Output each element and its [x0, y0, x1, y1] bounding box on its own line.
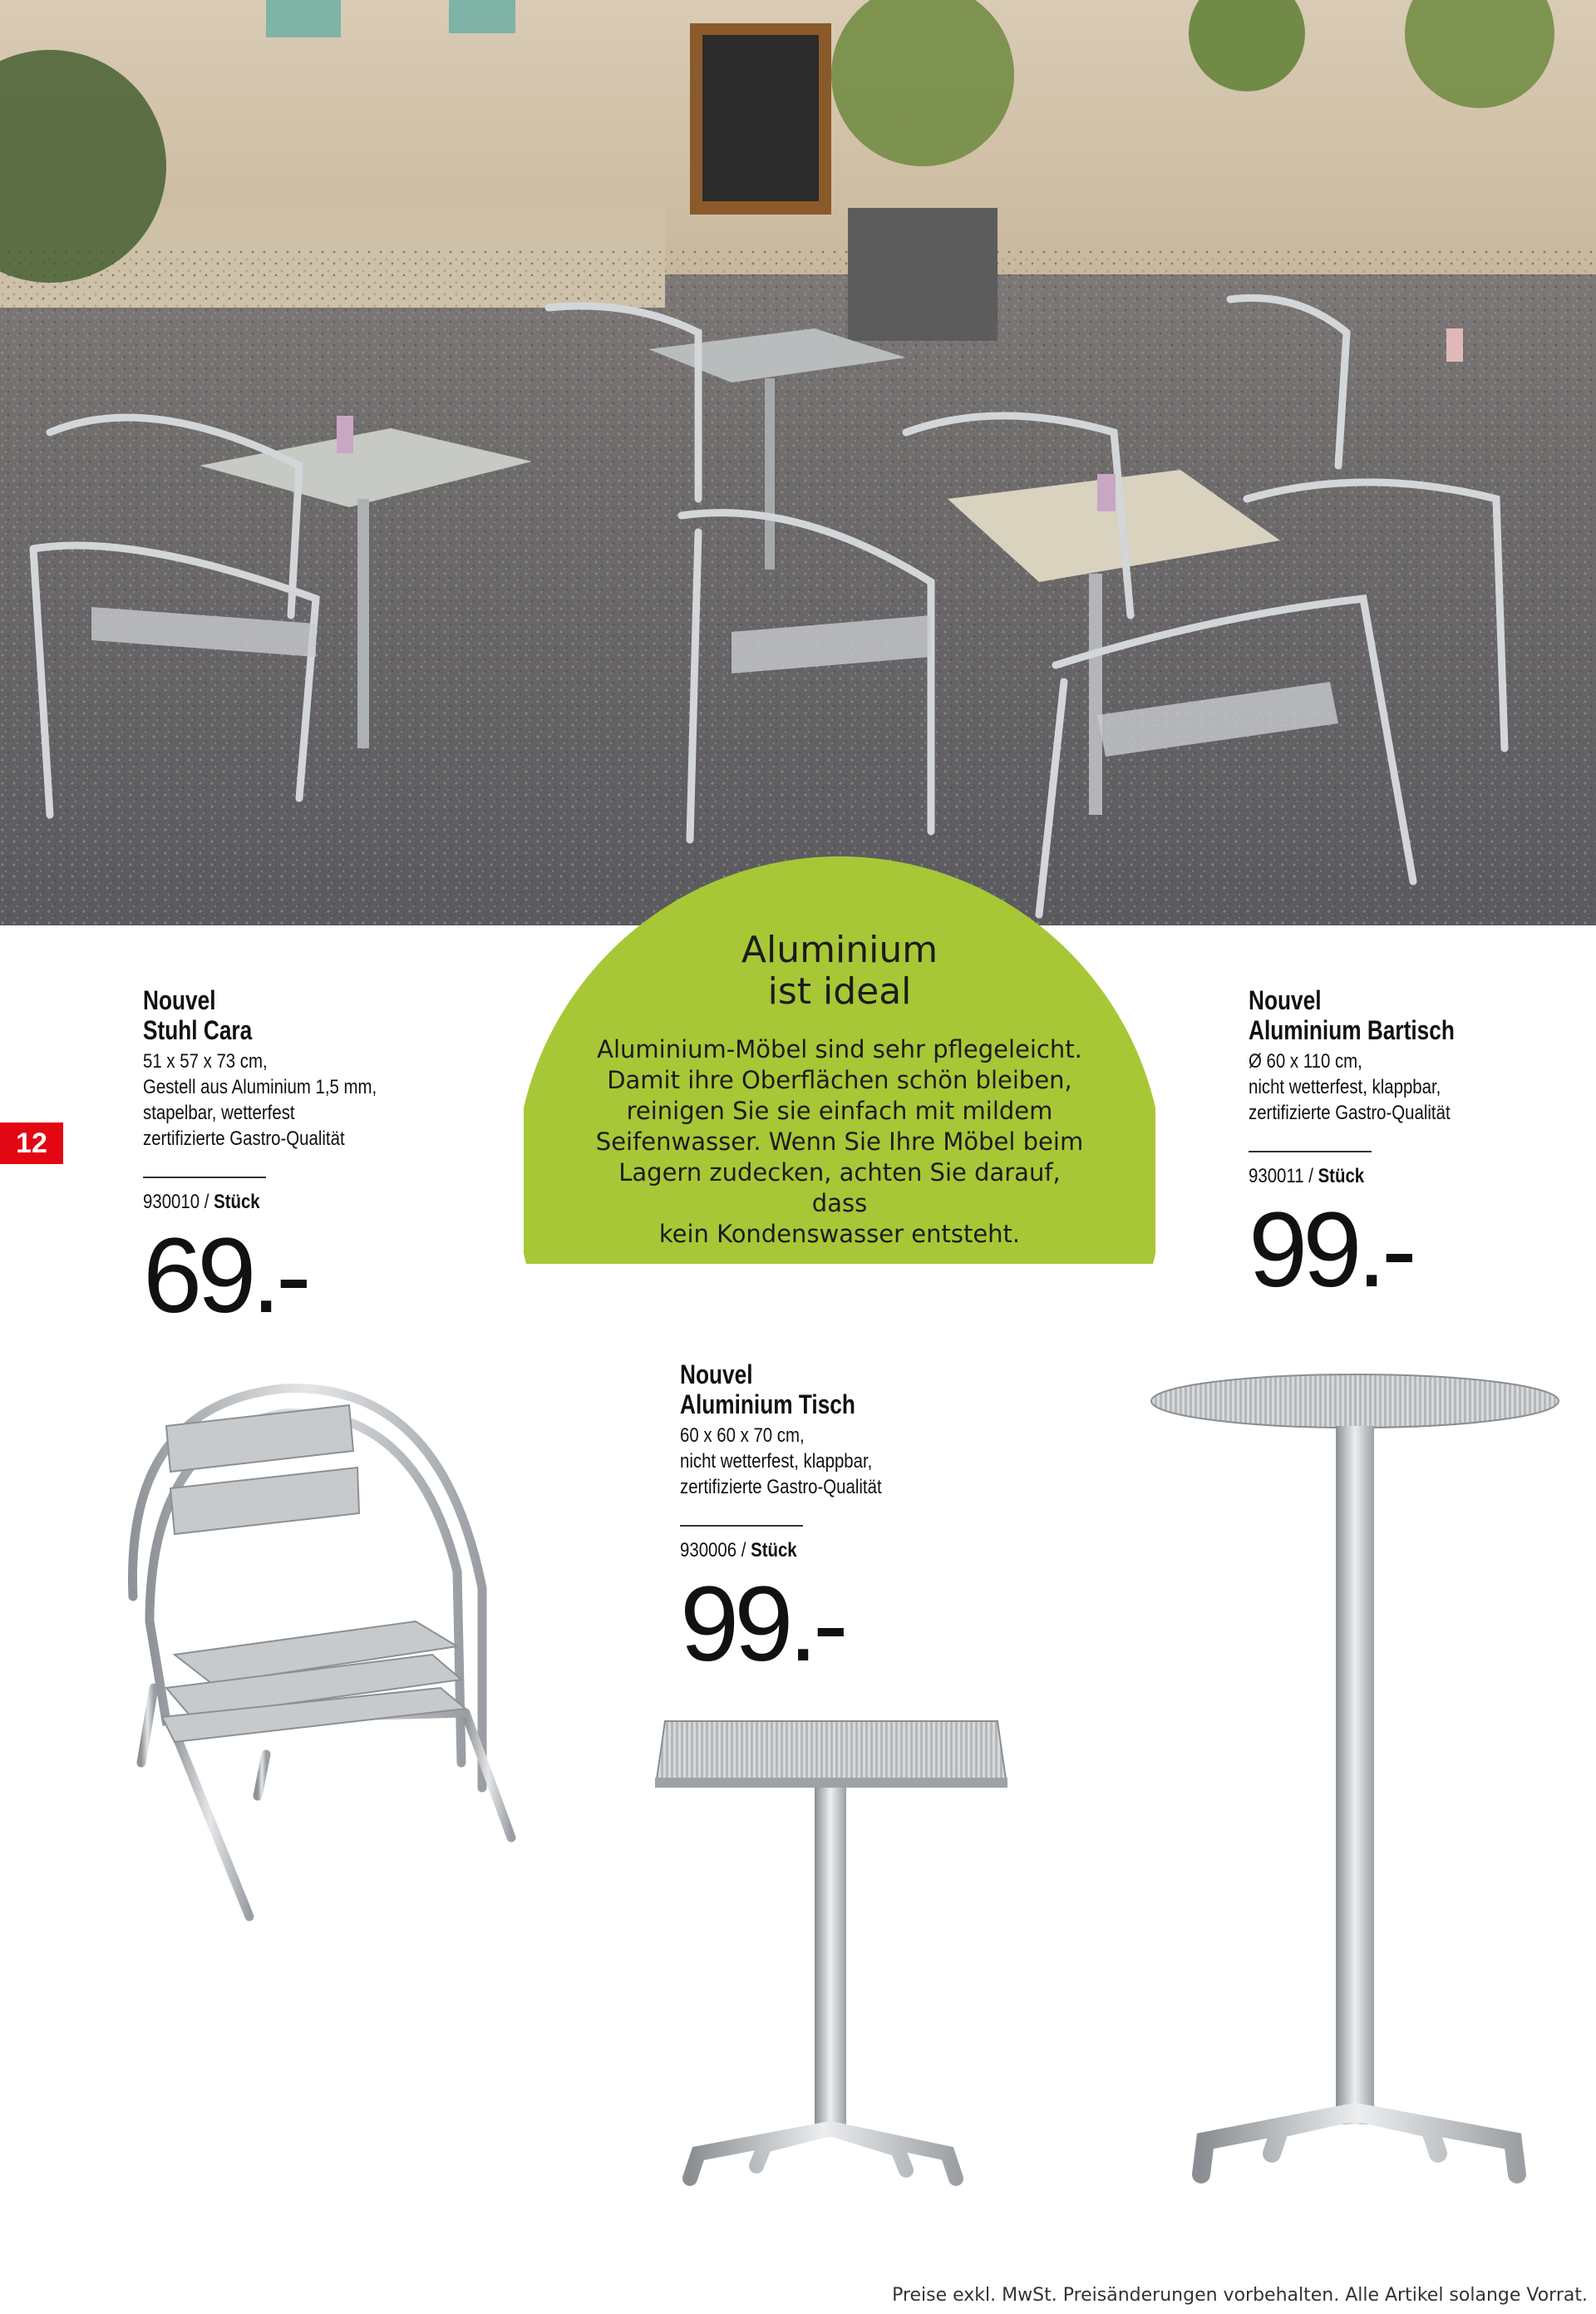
product-name: Stuhl Cara [143, 1015, 253, 1045]
info-title [590, 930, 1089, 1013]
product-ref: 930010 / Stück [143, 1191, 260, 1213]
product-desc-line: Ø 60 x 110 cm, [1249, 1050, 1362, 1073]
product-ref-number: 930011 [1249, 1165, 1304, 1187]
info-body-line: Seifenwasser. Wenn Sie Ihre Möbel beim [595, 1127, 1084, 1156]
product-table [680, 1359, 979, 1684]
product-name: Aluminium Tisch [680, 1389, 855, 1419]
info-body-line: reinigen Sie sie einfach mit mildem [626, 1097, 1053, 1125]
info-body-line: Lagern zudecken, achten Sie darauf, dass [618, 1158, 1061, 1217]
info-body-line: Damit ihre Oberflächen schön bleiben, [607, 1066, 1072, 1094]
product-desc-line: nicht wetterfest, klappbar, [1249, 1076, 1441, 1098]
product-brand: Nouvel [143, 985, 216, 1015]
product-chair [143, 985, 442, 1335]
product-bar-table [1249, 985, 1548, 1310]
product-desc-line: zertifizierte Gastro-Qualität [1249, 1102, 1451, 1124]
product-brand: Nouvel [680, 1359, 753, 1389]
product-desc-line: 60 x 60 x 70 cm, [680, 1424, 805, 1447]
divider [680, 1525, 803, 1527]
product-description [143, 1048, 397, 1152]
product-ref-number: 930010 [143, 1191, 200, 1213]
product-description [680, 1423, 934, 1500]
product-desc-line: 51 x 57 x 73 cm, [143, 1050, 268, 1073]
product-desc-line: Gestell aus Aluminium 1,5 mm, [143, 1076, 377, 1098]
info-body [590, 1034, 1089, 1250]
footer-note: Preise exkl. MwSt. Preisänderungen vorbehalten. Alle Artikel solange Vorrat. [892, 2285, 1588, 2306]
product-brand: Nouvel [1249, 985, 1322, 1015]
product-unit: Stück [214, 1191, 260, 1213]
info-title-line: Aluminium [741, 929, 938, 971]
divider [1249, 1151, 1372, 1152]
product-ref: 930006 / Stück [680, 1539, 797, 1562]
product-price: 69.- [143, 1216, 307, 1335]
info-body-line: Aluminium-Möbel sind sehr pflegeleicht. [597, 1035, 1082, 1063]
bar-table-image [1147, 1364, 1563, 2203]
product-desc-line: stapelbar, wetterfest [143, 1102, 295, 1124]
product-ref: 930011 / Stück [1249, 1165, 1365, 1187]
table-image [648, 1713, 1014, 2195]
product-unit: Stück [1318, 1165, 1365, 1187]
info-title-line: ist ideal [767, 970, 912, 1013]
chair-image [116, 1372, 532, 1946]
divider [143, 1177, 266, 1178]
hero-photo [0, 0, 1596, 925]
info-bubble [524, 856, 1155, 1264]
product-desc-line: zertifizierte Gastro-Qualität [143, 1127, 345, 1150]
info-body-line: kein Kondenswasser entsteht. [658, 1220, 1021, 1248]
product-desc-line: zertifizierte Gastro-Qualität [680, 1476, 882, 1498]
product-name: Aluminium Bartisch [1249, 1015, 1455, 1045]
product-desc-line: nicht wetterfest, klappbar, [680, 1450, 873, 1473]
cafe-terrace-photo [0, 0, 1596, 925]
product-price: 99.- [1249, 1191, 1412, 1310]
page-number: 12 [0, 1122, 63, 1164]
product-description [1249, 1048, 1503, 1126]
product-unit: Stück [751, 1539, 797, 1562]
product-ref-number: 930006 [680, 1539, 737, 1562]
product-price: 99.- [680, 1565, 844, 1684]
